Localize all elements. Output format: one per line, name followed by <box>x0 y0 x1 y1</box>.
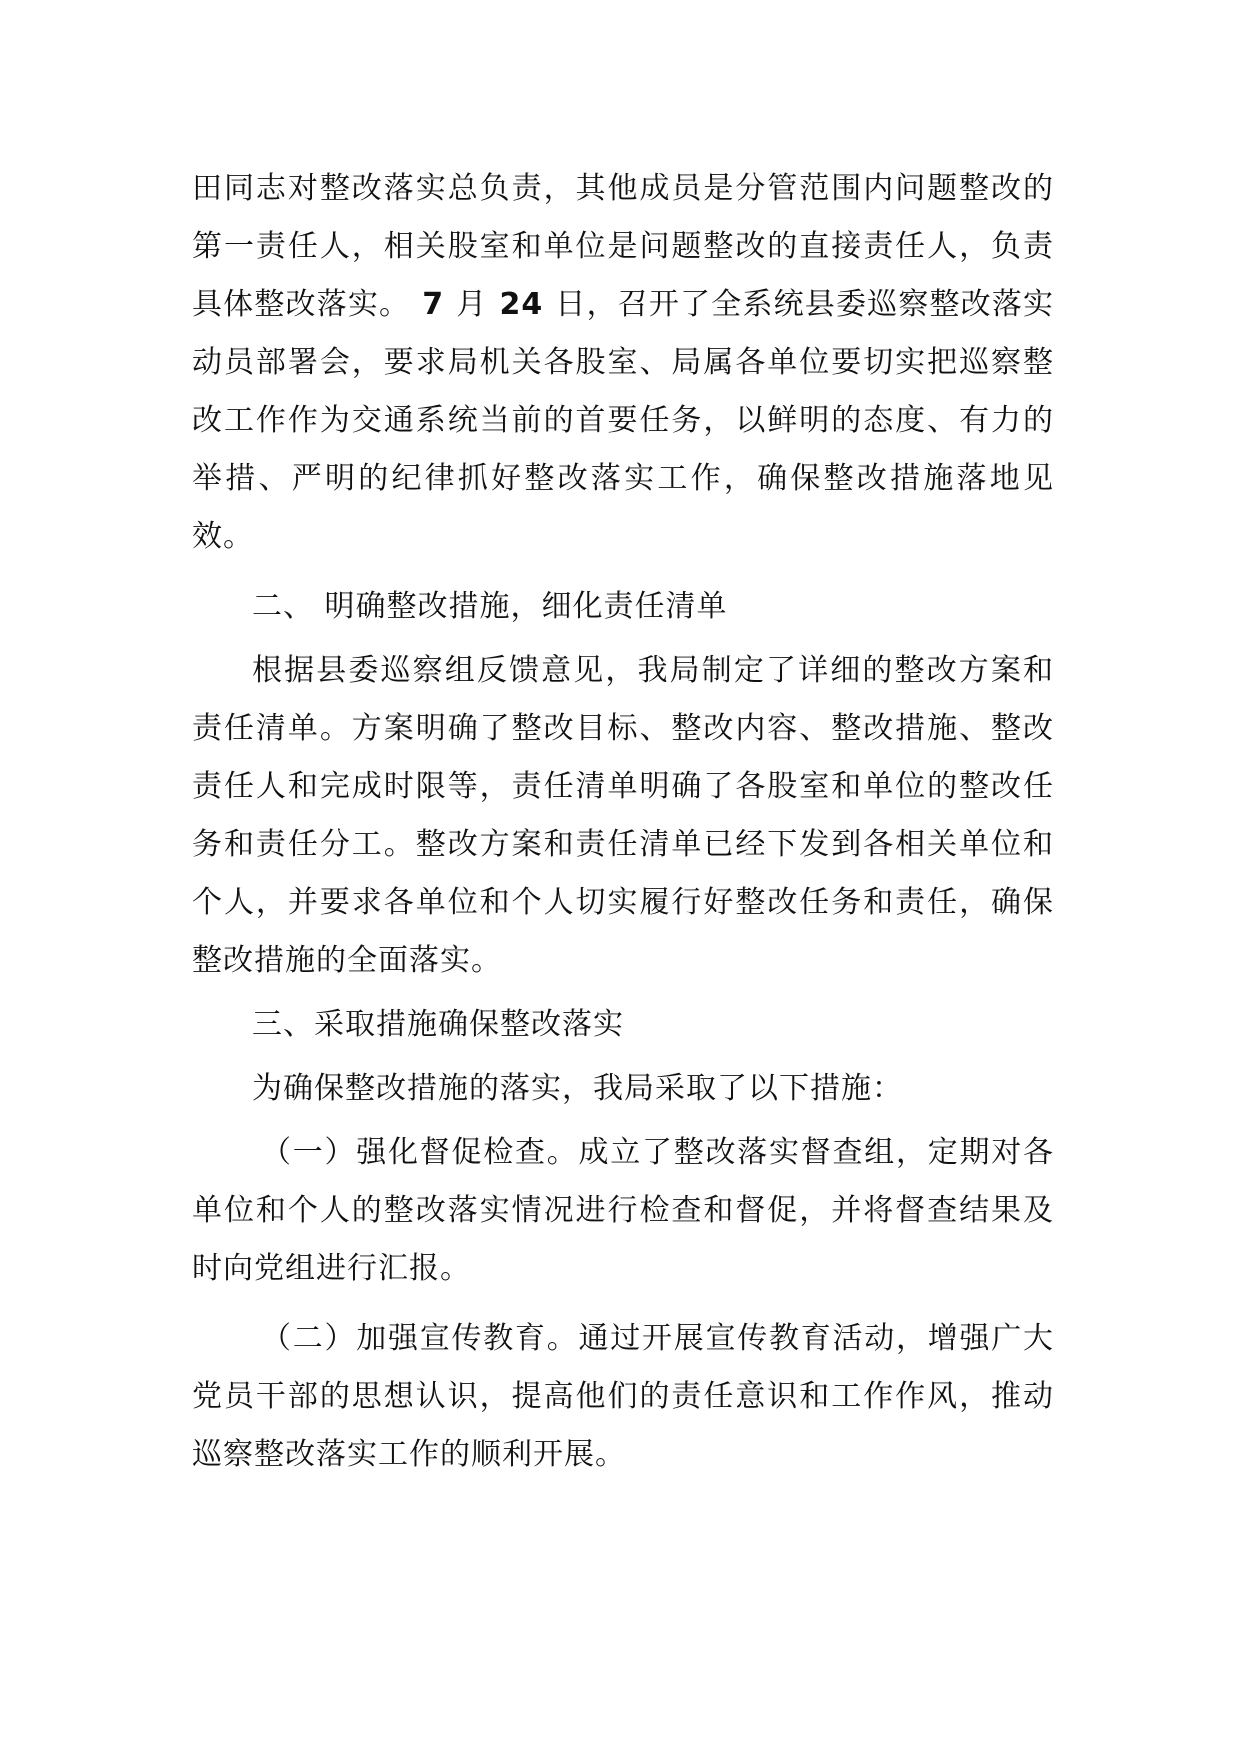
paragraph-responsibility <box>192 160 1054 566</box>
paragraph-measures-intro: 为确保整改措施的落实，我局采取了以下措施： <box>252 1071 903 1106</box>
paragraph-rectification-plan: 根据县委巡察组反馈意见，我局制定了详细的整改方案和责任清单。方案明确了整改目标、整改内容、整改措施、整改责任人和完成时限等，责任清单明确了各股室和单位的整改任务和责任分工。整改方案和责任清单已经下发到各相关单位和个人，并要求各单位和个人切实履行好整改任务和责任，确保整改措施的全面落实。 <box>192 653 1054 978</box>
paragraph-text-part1: 田同志对整改落实总负责，其他成员是分管范围内问题整改的第一责任人，相关股室和单位是问题整改的直接责任人，负责具体整改落实。 <box>192 171 1054 322</box>
paragraph-measure-2: （二）加强宣传教育。通过开展宣传教育活动，增强广大党员干部的思想认识，提高他们的责任意识和工作作风，推动巡察整改落实工作的顺利开展。 <box>192 1321 1054 1472</box>
section-heading-2: 二、 明确整改措施，细化责任清单 <box>252 589 728 624</box>
month-char: 月 <box>456 287 488 322</box>
paragraph-text-part2: 日，召开了全系统县委巡察整改落实动员部署会，要求局机关各股室、局属各单位要切实把巡察整改工作作为交通系统当前的首要任务，以鲜明的态度、有力的举措、严明的纪律抓好整改落实工作，确保整改措施落地见效。 <box>192 287 1055 554</box>
month-number: 7 <box>422 287 445 322</box>
paragraph-measure-1: （一）强化督促检查。成立了整改落实督查组，定期对各单位和个人的整改落实情况进行检查和督促，并将督查结果及时向党组进行汇报。 <box>192 1135 1054 1286</box>
document-body <box>192 160 1054 1484</box>
section-heading-3: 三、采取措施确保整改落实 <box>252 1007 624 1042</box>
day-number: 24 <box>499 287 544 322</box>
